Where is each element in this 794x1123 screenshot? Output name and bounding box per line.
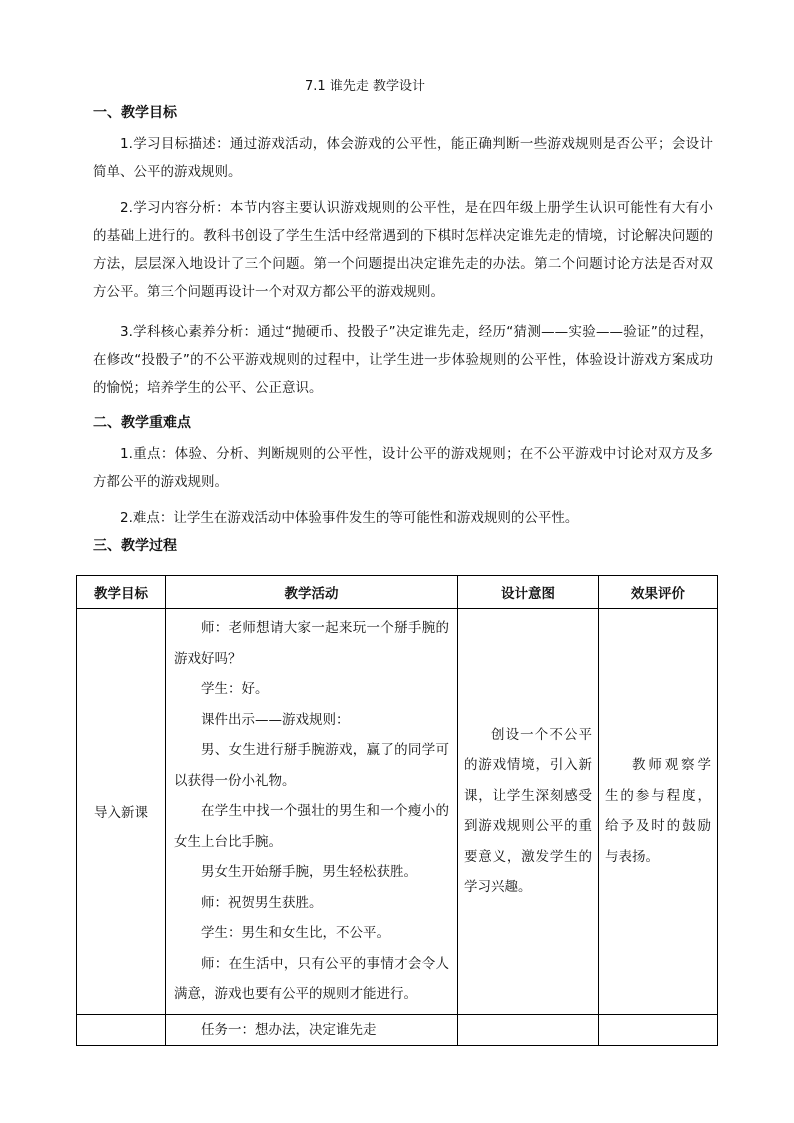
activity-cell: [166, 609, 458, 1015]
evaluation-text: 教师观察学生的参与程度，给予及时的鼓励与表扬。: [605, 757, 711, 865]
activity-line: 任务一：想办法，决定谁先走: [201, 1021, 377, 1038]
intent-cell: [458, 609, 599, 1015]
activity-line: 学生：男生和女生比，不公平。: [201, 925, 390, 941]
header-goal: 教学目标: [77, 576, 166, 609]
goal-cell: [77, 1014, 166, 1046]
activity-cell: [166, 1014, 458, 1046]
activity-line: 师：在生活中，只有公平的事情才会令人满意，游戏也要有公平的规则才能进行。: [174, 955, 449, 1002]
activity-line: 在学生中找一个强壮的男生和一个瘦小的女生上台比手腕。: [174, 803, 449, 850]
activity-line: 男、女生进行掰手腕游戏，赢了的同学可以获得一份小礼物。: [174, 742, 449, 789]
activity-line: 课件出示——游戏规则：: [201, 711, 350, 728]
paragraph-goal-description: 1.学习目标描述：通过游戏活动，体会游戏的公平性，能正确判断一些游戏规则是否公平；会设计简单、公平的游戏规则。: [93, 136, 713, 180]
paragraph-key-point: 1.重点：体验、分析、判断规则的公平性，设计公平的游戏规则；在不公平游戏中讨论对双方及多方都公平的游戏规则。: [93, 446, 713, 490]
activity-line: 学生：好。: [201, 681, 269, 697]
section-heading-process: 三、教学过程: [93, 538, 177, 554]
header-intent: 设计意图: [458, 576, 599, 609]
activity-line: 男女生开始掰手腕，男生轻松获胜。: [201, 864, 417, 880]
paragraph-content-analysis: 2.学习内容分析：本节内容主要认识游戏规则的公平性，是在四年级上册学生认识可能性有大有小的基础上进行的。教科书创设了学生生活中经常遇到的下棋时怎样决定谁先走的情境，讨论解决问题的方法，层层深入地设计了三个问题。第一个问题提出决定谁先走的办法。第二个问题讨论方法是否对双方公平。第三个问题再设计一个对双方都公平的游戏规则。: [93, 200, 713, 300]
section-heading-key-points: 二、教学重难点: [93, 415, 191, 431]
document-title: 7.1 谁先走 教学设计: [305, 79, 425, 94]
paragraph-difficulty: 2.难点：让学生在游戏活动中体验事件发生的等可能性和游戏规则的公平性。: [120, 510, 579, 526]
paragraph-core-literacy: 3.学科核心素养分析：通过“抛硬币、投骰子”决定谁先走，经历“猜测——实验——验证”的过程，在修改“投骰子”的不公平游戏规则的过程中，让学生进一步体验规则的公平性，体验设计游戏方案成功的愉悦；培养学生的公平、公正意识。: [93, 324, 713, 396]
header-activity: 教学活动: [166, 576, 458, 609]
goal-cell: 导入新课: [77, 609, 166, 1015]
evaluation-cell: [599, 1014, 718, 1046]
intent-cell: [458, 1014, 599, 1046]
activity-line: 师：祝贺男生获胜。: [201, 894, 323, 911]
table-row: [77, 609, 718, 1015]
teaching-process-table: [76, 575, 718, 1046]
evaluation-cell: [599, 609, 718, 1015]
header-evaluation: 效果评价: [599, 576, 718, 609]
activity-line: 师：老师想请大家一起来玩一个掰手腕的游戏好吗？: [174, 620, 449, 667]
table-row: [77, 1014, 718, 1046]
section-heading-goals: 一、教学目标: [93, 105, 177, 121]
table-header-row: [77, 576, 718, 609]
intent-text: 创设一个不公平的游戏情境，引入新课，让学生深刻感受到游戏规则公平的重要意义，激发学生的学习兴趣。: [464, 726, 592, 896]
